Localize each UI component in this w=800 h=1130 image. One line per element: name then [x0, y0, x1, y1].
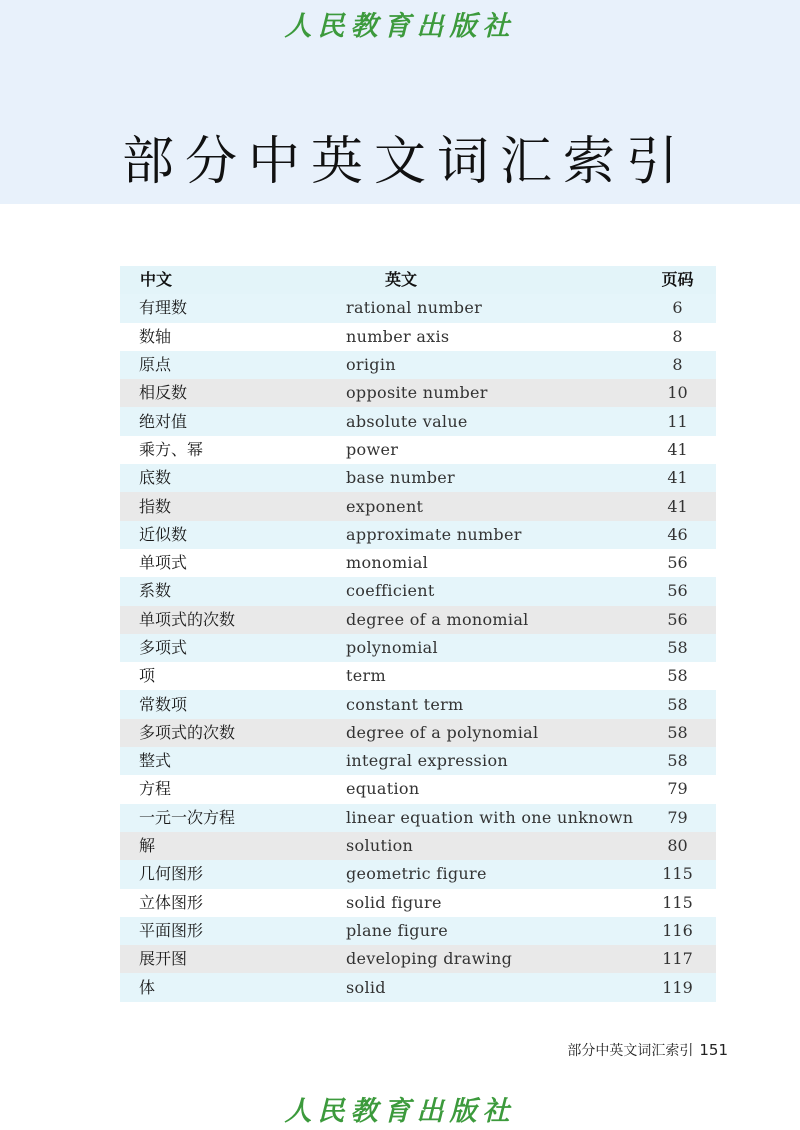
table-header-row	[120, 266, 716, 294]
cell-english: power	[346, 439, 399, 459]
table-row	[120, 973, 716, 1001]
cell-english: number axis	[346, 326, 450, 346]
publisher-logo-top: 人民教育出版社	[284, 11, 516, 42]
table-row	[120, 804, 716, 832]
cell-english: monomial	[346, 553, 429, 573]
cell-page: 41	[667, 496, 688, 516]
table-row	[120, 690, 716, 718]
cell-page: 10	[667, 383, 688, 403]
cell-chinese: 方程	[139, 779, 172, 799]
cell-page: 56	[667, 609, 688, 629]
cell-chinese: 多项式	[139, 638, 188, 657]
cell-page: 46	[667, 524, 688, 544]
cell-chinese: 解	[139, 836, 156, 856]
header-page: 页码	[661, 270, 694, 290]
cell-page: 58	[667, 638, 688, 657]
cell-english: solid	[346, 977, 386, 997]
cell-english: degree of a monomial	[346, 609, 529, 629]
cell-english: solution	[346, 836, 414, 856]
cell-chinese: 指数	[139, 496, 172, 516]
cell-page: 41	[667, 439, 688, 459]
table-row	[120, 294, 716, 322]
footer-page-number: 151	[699, 1041, 728, 1059]
cell-english: plane figure	[346, 920, 449, 940]
table-row	[120, 521, 716, 549]
cell-english: base number	[346, 468, 455, 488]
cell-english: origin	[346, 355, 396, 375]
cell-english: absolute value	[346, 411, 468, 431]
cell-chinese: 常数项	[139, 694, 188, 714]
cell-page: 8	[672, 326, 683, 346]
table-row	[120, 917, 716, 945]
cell-chinese: 几何图形	[139, 864, 204, 884]
cell-chinese: 乘方、幂	[139, 439, 204, 459]
cell-page: 8	[672, 355, 683, 375]
cell-page: 11	[667, 411, 688, 431]
cell-chinese: 原点	[139, 355, 172, 375]
cell-chinese: 单项式	[139, 553, 188, 573]
cell-chinese: 立体图形	[139, 892, 204, 912]
cell-page: 56	[667, 553, 688, 573]
table-row	[120, 747, 716, 775]
cell-chinese: 整式	[139, 751, 172, 771]
cell-page: 58	[667, 722, 688, 742]
cell-page: 119	[662, 977, 693, 997]
cell-english: coefficient	[346, 581, 435, 601]
cell-chinese: 绝对值	[139, 411, 188, 431]
cell-page: 116	[662, 920, 693, 940]
cell-page: 117	[662, 949, 693, 969]
table-row	[120, 549, 716, 577]
cell-page: 79	[667, 779, 688, 799]
page-title: 部分中英文词汇索引	[122, 132, 690, 192]
cell-chinese: 系数	[139, 581, 172, 601]
cell-page: 115	[662, 892, 693, 912]
cell-english: linear equation with one unknown	[346, 807, 634, 827]
cell-page: 80	[667, 836, 688, 856]
vocabulary-table	[120, 266, 716, 1002]
cell-chinese: 体	[139, 977, 156, 997]
table-row	[120, 662, 716, 690]
publisher-logo-bottom: 人民教育出版社	[284, 1096, 516, 1127]
cell-page: 58	[667, 694, 688, 714]
cell-page: 115	[662, 864, 693, 884]
cell-chinese: 一元一次方程	[139, 807, 236, 827]
cell-chinese: 相反数	[139, 383, 188, 403]
cell-english: term	[346, 666, 386, 686]
cell-chinese: 数轴	[139, 326, 172, 346]
table-row	[120, 832, 716, 860]
cell-english: exponent	[346, 496, 424, 516]
table-body	[120, 294, 716, 1001]
cell-chinese: 多项式的次数	[139, 722, 236, 742]
cell-page: 58	[667, 666, 688, 686]
cell-chinese: 展开图	[139, 949, 188, 969]
table-row	[120, 634, 716, 662]
cell-page: 79	[667, 807, 688, 827]
cell-chinese: 近似数	[139, 524, 188, 544]
cell-page: 41	[667, 468, 688, 488]
cell-page: 58	[667, 751, 688, 771]
table-row	[120, 775, 716, 803]
table-row	[120, 889, 716, 917]
header-chinese: 中文	[140, 270, 173, 290]
cell-chinese: 有理数	[139, 298, 188, 318]
table-row	[120, 464, 716, 492]
table-row	[120, 351, 716, 379]
cell-english: solid figure	[346, 892, 442, 912]
cell-english: developing drawing	[346, 949, 513, 969]
page-footer	[567, 1040, 728, 1060]
table-row	[120, 407, 716, 435]
cell-english: degree of a polynomial	[346, 722, 539, 742]
cell-chinese: 平面图形	[139, 920, 204, 940]
table-row	[120, 577, 716, 605]
cell-english: geometric figure	[346, 864, 487, 884]
table-row	[120, 945, 716, 973]
table-row	[120, 492, 716, 520]
table-row	[120, 323, 716, 351]
table-row	[120, 719, 716, 747]
cell-chinese: 项	[139, 666, 156, 686]
cell-english: polynomial	[346, 638, 438, 657]
cell-chinese: 单项式的次数	[139, 609, 236, 629]
cell-english: integral expression	[346, 751, 508, 771]
cell-english: approximate number	[346, 524, 522, 544]
table-row	[120, 606, 716, 634]
table-row	[120, 379, 716, 407]
cell-chinese: 底数	[139, 468, 172, 488]
footer-section-title: 部分中英文词汇索引	[567, 1043, 694, 1059]
cell-english: equation	[346, 779, 420, 799]
table-row	[120, 860, 716, 888]
header-english: 英文	[385, 270, 418, 290]
cell-english: rational number	[346, 298, 483, 318]
cell-page: 56	[667, 581, 688, 601]
cell-english: constant term	[346, 694, 464, 714]
cell-page: 6	[672, 298, 683, 318]
table-row	[120, 436, 716, 464]
cell-english: opposite number	[346, 383, 488, 403]
